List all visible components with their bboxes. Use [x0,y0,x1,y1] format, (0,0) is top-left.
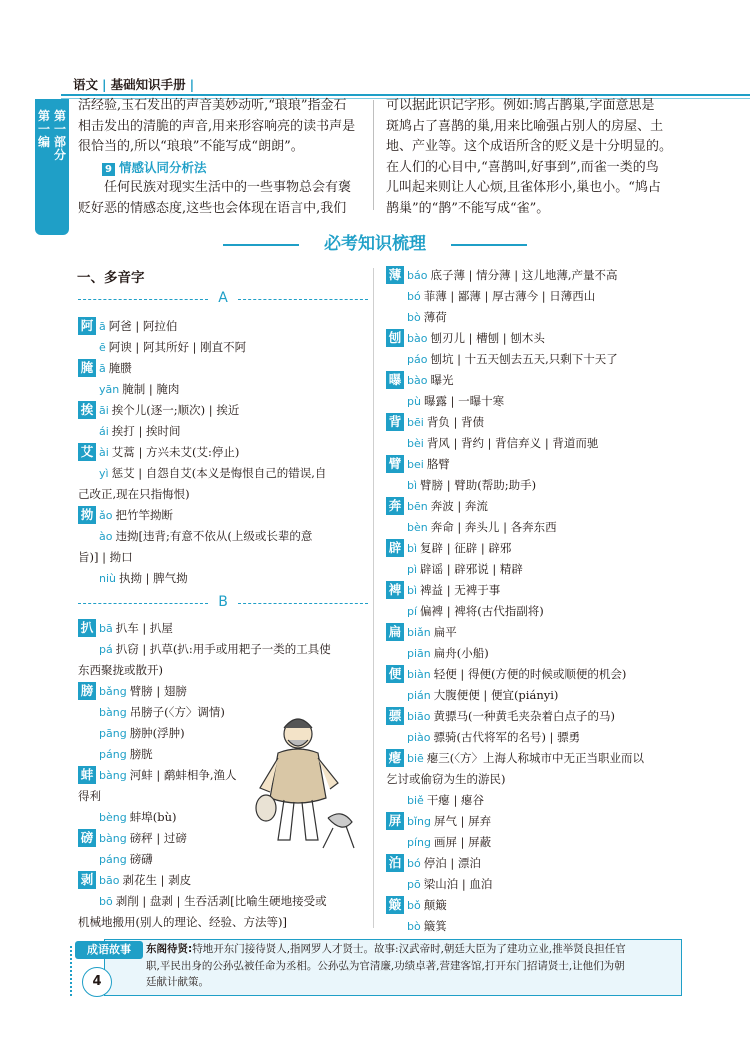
headword-char: 辟 [386,539,404,557]
page-number: 4 [82,967,112,997]
reading-examples: 吊膀子(〈方〉调情) [129,705,225,719]
reading-examples: 膀胱 [129,747,153,761]
intro-right-line: 斑鸠占了喜鹊的巢,用来比喻强占别人的房屋、土 [386,118,664,134]
reading-examples: 己改正,现在只指悔恨) [78,487,190,501]
pinyin: bǐng [407,815,431,828]
reading-line [99,618,173,639]
reading-examples: 画屏 | 屏蔽 [434,835,492,849]
pinyin: yì [99,467,109,480]
headword-char: 簸 [386,896,404,914]
reading-line [407,496,488,517]
pinyin: pì [407,563,418,576]
reading-line [99,639,331,660]
reading-examples: 薄荷 [423,310,447,324]
reading-line [407,790,484,811]
reading-examples: 剥花生 | 剥皮 [122,873,192,887]
reading-examples: 胳臂 [426,457,450,471]
story-line [146,941,677,958]
reading-examples: 裨益 | 无裨于事 [420,583,501,597]
reading-line [407,475,536,496]
headword-char: 便 [386,665,404,683]
reading-examples: 扁平 [433,625,457,639]
reading-line [407,412,484,433]
pinyin: biāo [407,710,431,723]
pinyin: bèng [99,811,127,824]
intro-left-line: 任何民族对现实生活中的一些事物总会有褒 [104,180,352,195]
reading-line [99,849,153,870]
reading-line [407,307,447,328]
side-tab-part2: 第一部分 [53,109,66,162]
pinyin: bì [407,542,418,555]
header-subject: 语文 [73,77,99,92]
subsection-title: 一、多音字 [77,270,145,286]
pinyin: ái [99,425,109,438]
reading-line [99,828,187,849]
headword-char: 曝 [386,371,404,389]
headword-char: 屏 [386,812,404,830]
headword-char: 背 [386,413,404,431]
intro-right-line: 儿叫起来则让人心烦,且雀体形小,巢也小。“鸠占 [386,180,661,195]
pinyin: páng [99,853,127,866]
reading-line [407,265,617,286]
intro-right-line: 鹊巢”的“鹊”不能写成“雀”。 [386,200,550,216]
story-title: 东阁待贤: [146,943,193,955]
headword-char: 奔 [386,497,404,515]
reading-examples: 屏气 | 屏弃 [434,814,492,828]
pinyin: yān [99,383,120,396]
reading-examples: 腌制 | 腌肉 [122,382,180,396]
story-line-text: 特地开东门接待贤人,指网罗人才贤士。故事:汉武帝时,朝廷大臣为了建功立业,推举贤良担任官 [192,943,626,955]
reading-line [99,379,179,400]
reading-line [407,811,491,832]
pinyin: bèn [407,521,428,534]
reading-line [407,517,557,538]
headword-char: 刨 [386,329,404,347]
reading-examples: 奔命 | 奔头儿 | 各奔东西 [430,520,557,534]
pinyin: bàng [99,769,127,782]
pinyin: bò [407,920,421,933]
reading-examples: 剥削 | 盘剥 | 生吞活剥[比喻生硬地接受或 [115,894,327,908]
pinyin: báo [407,269,428,282]
reading-examples: 扒车 | 扒屋 [115,621,173,635]
pinyin: biě [407,794,424,807]
fisherman-illustration [228,708,368,858]
reading-examples: 机械地搬用(别人的理论、经验、方法等)] [78,915,287,929]
reading-line [407,832,491,853]
pinyin: bǒ [407,899,421,912]
reading-examples: 梁山泊 | 血泊 [423,877,493,891]
reading-line [99,891,327,912]
reading-examples: 扁舟(小船) [433,646,489,660]
headword-char: 扒 [78,619,96,637]
pinyin: pō [407,878,421,891]
pinyin: píng [407,836,431,849]
reading-examples: 黄骠马(一种黄毛夹杂着白点子的马) [433,709,615,723]
reading-line [99,744,153,765]
pinyin: bó [407,290,421,303]
headword-char: 裨 [386,581,404,599]
intro-left-line: 很恰当的,所以“琅琅”不能写成“朗朗”。 [78,139,304,154]
pinyin: ǎo [99,509,113,522]
reading-line [99,723,185,744]
reading-line [407,433,598,454]
pinyin: pāng [99,727,127,740]
pinyin: biàn [407,668,431,681]
reading-examples: 河蚌 | 鹬蚌相争,渔人 [129,768,237,782]
pinyin: bó [407,857,421,870]
reading-line [407,874,492,895]
reading-line [99,870,191,891]
reading-line [78,912,287,932]
headword-char: 扁 [386,623,404,641]
headword-char: 骠 [386,707,404,725]
reading-line [407,916,447,937]
reading-line [99,337,246,358]
pinyin: bēn [407,500,428,513]
headword-char: 臂 [386,455,404,473]
header-book: 基础知识手册 [110,77,186,92]
pinyin: bǎng [99,685,127,698]
reading-line [99,358,132,379]
pinyin: piān [407,647,431,660]
pinyin: biǎn [407,626,431,639]
headword-char: 剥 [78,871,96,889]
reading-line [407,706,615,727]
reading-examples: 偏裨 | 裨将(古代指副将) [420,604,544,618]
reading-line [407,580,500,601]
reading-line [78,484,190,504]
reading-examples: 挨个儿(逐一;顺次) | 挨近 [111,403,240,417]
reading-line [99,463,326,484]
reading-line [407,391,504,412]
tip-number: 9 [102,163,115,176]
reading-line [99,765,237,786]
reading-line [407,286,595,307]
reading-examples: 得利 [78,789,101,803]
reading-examples: 底子薄 | 情分薄 | 这儿地薄,产量不高 [430,268,618,282]
reading-line [99,807,176,828]
pinyin: biē [407,752,424,765]
pinyin: pián [407,689,431,702]
side-tab-part1: 第一编 [37,109,50,149]
reading-examples: 臂膀 | 臂助(帮助;助手) [420,478,537,492]
reading-line [386,769,506,789]
pinyin: bì [407,584,418,597]
pinyin: bò [407,311,421,324]
pinyin: bā [99,622,113,635]
pinyin: piào [407,731,431,744]
reading-examples: 背风 | 背约 | 背信弃义 | 背道而驰 [426,436,599,450]
reading-line [99,568,188,589]
intro-left-line: 活经验,玉石发出的声音美妙动听,“琅琅”指金石 [78,98,347,113]
pinyin: páo [407,353,428,366]
reading-line [407,853,481,874]
reading-examples: 瘪三(〈方〉上海人称城市中无正当职业而以 [426,751,645,765]
intro-left-line: 相击发出的清脆的声音,用来形容响亮的读书声是 [78,118,356,134]
pinyin: pá [99,643,113,656]
headword-char: 蚌 [78,766,96,784]
reading-examples: 阿爸 | 阿拉伯 [108,319,178,333]
pinyin: niù [99,572,116,585]
headword-char: 瘪 [386,749,404,767]
pinyin: ā [99,320,106,333]
story-line: 职,平民出身的公孙弘被任命为丞相。公孙弘为官清廉,功绩卓著,营建客馆,打开东门招请贤士,让他们为朝 [146,959,625,972]
reading-examples: 干瘪 | 瘪谷 [426,793,484,807]
reading-line [407,664,626,685]
reading-examples: 违拗[违背;有意不依从(上级或长辈的意 [115,529,313,543]
reading-line [407,643,489,664]
reading-examples: 刨坑 | 十五天刨去五天,只剩下十天了 [430,352,618,366]
reading-line [407,622,457,643]
headword-char: 膀 [78,682,96,700]
reading-examples: 骠骑(古代将军的名号) | 骠勇 [433,730,581,744]
reading-line [407,328,545,349]
intro-right-line: 在人们的心目中,“喜鹊叫,好事到”,而雀一类的鸟 [386,159,659,175]
reading-line [99,400,239,421]
tip-title: 情感认同分析法 [119,159,207,175]
reading-examples: 腌臜 [108,361,132,375]
reading-examples: 簸箕 [423,919,447,933]
reading-examples: 停泊 | 漂泊 [423,856,481,870]
reading-line [407,454,450,475]
pinyin: ài [99,446,109,459]
reading-line [78,547,133,567]
reading-examples: 蚌埠(bù) [129,810,177,824]
intro-right-line: 地、产业等。这个成语所含的贬义是十分明显的。 [386,139,673,154]
reading-examples: 颠簸 [423,898,447,912]
pinyin: bào [407,374,428,387]
reading-line [407,601,544,622]
reading-examples: 曝光 [430,373,454,387]
reading-examples: 大腹便便 | 便宜(piányi) [433,688,559,702]
headword-char: 拗 [78,506,96,524]
intro-column-divider [373,100,374,210]
pinyin: bàng [99,832,127,845]
headword-char: 磅 [78,829,96,847]
pinyin: bàng [99,706,127,719]
pinyin: pù [407,395,421,408]
idiom-story-text [146,941,677,991]
pinyin: bào [407,332,428,345]
left-entries-column [78,0,368,1045]
header-separator: | [102,77,107,92]
headword-char: 泊 [386,854,404,872]
reading-examples: 磅秤 | 过磅 [129,831,187,845]
reading-examples: 膀肿(浮肿) [129,726,185,740]
reading-examples: 臂膀 | 翅膀 [129,684,187,698]
pinyin: bì [407,479,418,492]
reading-line [99,316,177,337]
pinyin: ā [99,362,106,375]
pinyin: bei [407,458,424,471]
reading-examples: 复辟 | 征辟 | 辟邪 [420,541,512,555]
headword-char: 薄 [386,266,404,284]
reading-line [99,526,312,547]
reading-examples: 执拗 | 脾气拗 [119,571,188,585]
reading-line [407,559,523,580]
idiom-story-tag: 成语故事 [75,941,143,959]
pinyin: bēi [407,416,424,429]
reading-examples: 把竹竿拗断 [115,508,173,522]
reading-examples: 惩艾 | 自怨自艾(本义是悔恨自己的错误,自 [111,466,327,480]
reading-line [99,421,180,442]
column-separator [373,268,374,928]
reading-line [99,442,239,463]
pinyin: pí [407,605,418,618]
reading-line [407,895,447,916]
reading-examples: 挨打 | 挨时间 [111,424,181,438]
pinyin: āi [99,404,109,417]
reading-examples: 旨)] | 拗口 [78,550,133,564]
reading-examples: 艾蒿 | 方兴未艾(艾:停止) [111,445,240,459]
reading-examples: 阿谀 | 阿其所好 | 刚直不阿 [108,340,247,354]
header-separator-end: | [189,77,195,92]
headword-char: 腌 [78,359,96,377]
pinyin: bèi [407,437,424,450]
intro-left-line: 贬好恶的情感态度,这些也会体现在语言中,我们 [78,200,347,216]
reading-examples: 刨刃儿 | 槽刨 | 刨木头 [430,331,545,345]
reading-examples: 东西聚拢或散开) [78,663,163,677]
reading-examples: 轻便 | 得便(方便的时候或顺便的机会) [433,667,627,681]
reading-line [78,660,163,680]
reading-examples: 乞讨或偷窃为生的游民) [386,772,506,786]
reading-examples: 扒窃 | 扒草(扒:用手或用耙子一类的工具使 [115,642,331,656]
pinyin: bō [99,895,113,908]
reading-examples: 磅礴 [129,852,153,866]
headword-char: 阿 [78,317,96,335]
reading-line [407,748,644,769]
reading-line [407,685,558,706]
reading-line [99,702,225,723]
reading-line [407,538,511,559]
reading-line [99,681,187,702]
reading-examples: 背负 | 背债 [426,415,484,429]
section-title: 必考知识梳理 [324,234,426,254]
intro-right-line: 可以据此识记字形。例如:鸠占鹊巢,字面意思是 [386,98,655,113]
pinyin: ào [99,530,113,543]
reading-examples: 曝露 | 一曝十寒 [423,394,505,408]
reading-line [99,505,173,526]
footer-decoration [70,946,80,996]
headword-char: 艾 [78,443,96,461]
reading-line [407,727,580,748]
story-line: 廷献计献策。 [146,976,209,988]
reading-line [407,370,453,391]
headword-char: 挨 [78,401,96,419]
reading-examples: 辟谣 | 辟邪说 | 精辟 [420,562,523,576]
reading-examples: 奔波 | 奔流 [430,499,488,513]
pinyin: ē [99,341,106,354]
right-entries-column [386,0,686,1045]
pinyin: bāo [99,874,120,887]
reading-line [407,349,618,370]
pinyin: páng [99,748,127,761]
letter-label: A [218,290,228,306]
reading-examples: 菲薄 | 鄙薄 | 厚古薄今 | 日薄西山 [423,289,596,303]
letter-label: B [218,594,228,610]
reading-line [78,786,101,806]
